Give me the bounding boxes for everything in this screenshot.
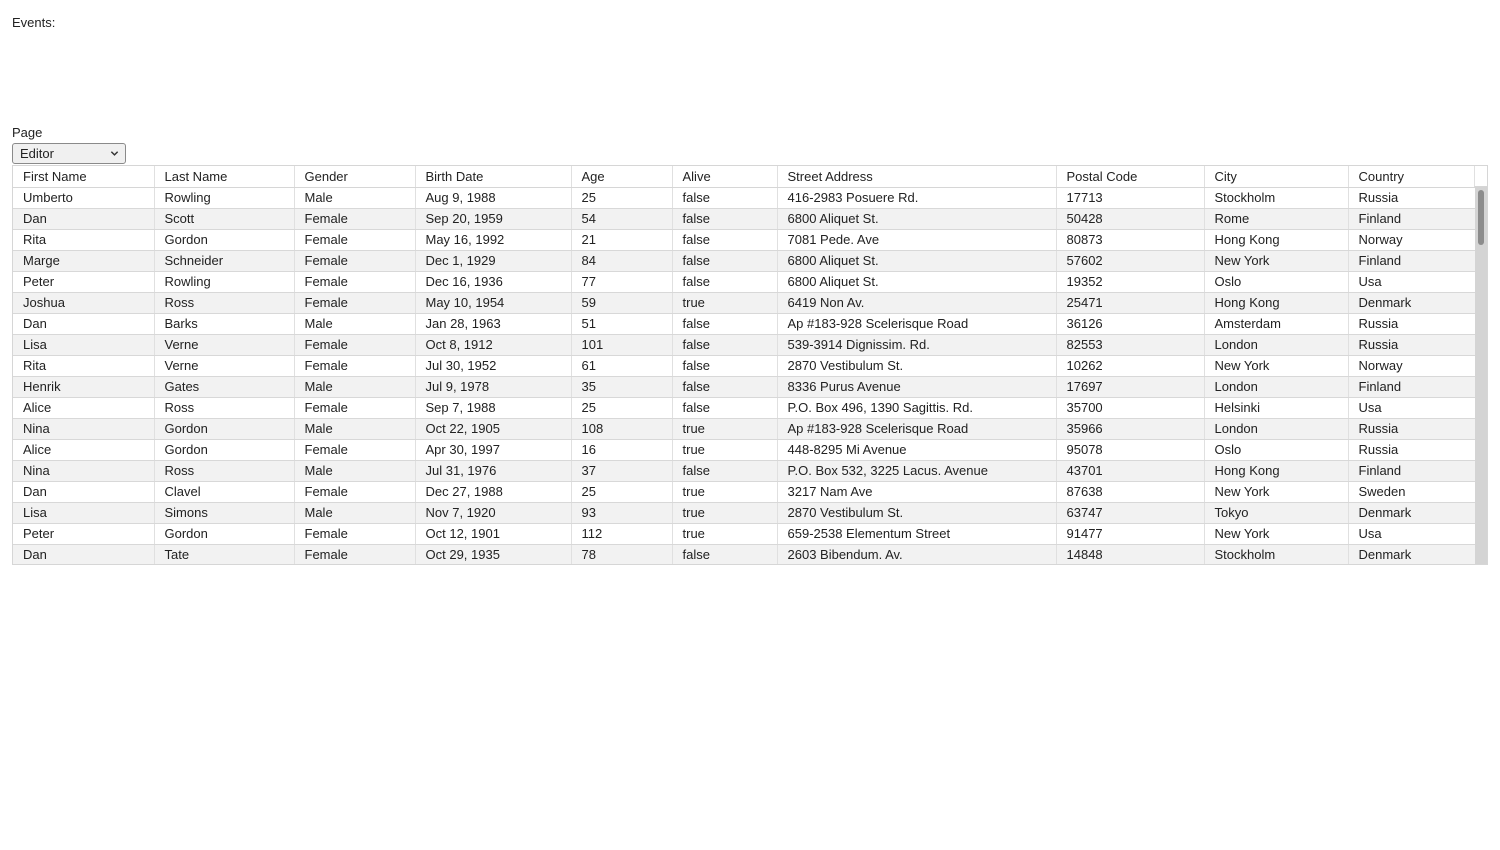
table-cell[interactable]: 80873 [1056,229,1204,250]
column-header[interactable]: Alive [672,166,777,187]
table-cell[interactable]: false [672,208,777,229]
table-cell[interactable]: 539-3914 Dignissim. Rd. [777,334,1056,355]
header-row [13,166,1476,187]
table-cell[interactable]: Ap #183-928 Scelerisque Road [777,418,1056,439]
table-cell[interactable]: Male [294,313,415,334]
table-cell[interactable]: Jul 31, 1976 [415,460,571,481]
table-cell[interactable]: 25471 [1056,292,1204,313]
table-cell[interactable]: Nina [13,418,154,439]
table-cell[interactable]: 416-2983 Posuere Rd. [777,187,1056,208]
table-cell[interactable]: London [1204,334,1348,355]
table-row[interactable] [13,523,1476,544]
table-row[interactable] [13,271,1476,292]
table-cell[interactable]: Verne [154,334,294,355]
table-cell[interactable]: Sep 7, 1988 [415,397,571,418]
table-cell[interactable]: P.O. Box 496, 1390 Sagittis. Rd. [777,397,1056,418]
table-cell[interactable]: Norway [1348,355,1476,376]
table-cell[interactable]: Alice [13,397,154,418]
table-cell[interactable]: Gates [154,376,294,397]
table-cell[interactable]: Male [294,460,415,481]
table-row[interactable] [13,187,1476,208]
table-cell[interactable]: 6800 Aliquet St. [777,208,1056,229]
table-cell[interactable]: Finland [1348,376,1476,397]
table-cell[interactable]: Female [294,292,415,313]
table-cell[interactable]: Finland [1348,460,1476,481]
table-cell[interactable]: 25 [571,187,672,208]
table-row[interactable] [13,418,1476,439]
table-cell[interactable]: 14848 [1056,544,1204,565]
table-cell[interactable]: Russia [1348,313,1476,334]
table-cell[interactable]: Stockholm [1204,544,1348,565]
table-cell[interactable]: Umberto [13,187,154,208]
table-cell[interactable]: Dec 1, 1929 [415,250,571,271]
table-cell[interactable]: Female [294,397,415,418]
table-row[interactable] [13,229,1476,250]
table-cell[interactable]: Dec 16, 1936 [415,271,571,292]
table-cell[interactable]: 21 [571,229,672,250]
table-cell[interactable]: Oslo [1204,439,1348,460]
table-cell[interactable]: Lisa [13,334,154,355]
table-cell[interactable]: Amsterdam [1204,313,1348,334]
table-cell[interactable]: Tokyo [1204,502,1348,523]
table-cell[interactable]: false [672,229,777,250]
header-corner [1474,166,1487,187]
table-cell[interactable]: Peter [13,271,154,292]
table-cell[interactable]: false [672,460,777,481]
table-cell[interactable]: Oct 12, 1901 [415,523,571,544]
table-cell[interactable]: Female [294,544,415,565]
table-cell[interactable]: 108 [571,418,672,439]
table-cell[interactable]: New York [1204,355,1348,376]
table-cell[interactable]: true [672,502,777,523]
table-cell[interactable]: Dan [13,481,154,502]
table-cell[interactable]: 2870 Vestibulum St. [777,502,1056,523]
column-header[interactable]: Last Name [154,166,294,187]
table-cell[interactable]: Simons [154,502,294,523]
table-cell[interactable]: Jan 28, 1963 [415,313,571,334]
table-cell[interactable]: Stockholm [1204,187,1348,208]
table-row[interactable] [13,502,1476,523]
table-cell[interactable]: Female [294,481,415,502]
table-cell[interactable]: Finland [1348,208,1476,229]
table-cell[interactable]: false [672,271,777,292]
table-cell[interactable]: 101 [571,334,672,355]
table-cell[interactable]: 54 [571,208,672,229]
table-cell[interactable]: 37 [571,460,672,481]
table-cell[interactable]: 17713 [1056,187,1204,208]
table-cell[interactable]: Denmark [1348,544,1476,565]
table-cell[interactable]: Russia [1348,334,1476,355]
table-cell[interactable]: Joshua [13,292,154,313]
table-cell[interactable]: Ross [154,460,294,481]
table-cell[interactable]: Female [294,334,415,355]
table-cell[interactable]: Rita [13,229,154,250]
column-header[interactable]: Birth Date [415,166,571,187]
table-cell[interactable]: London [1204,376,1348,397]
column-header[interactable]: First Name [13,166,154,187]
table-cell[interactable]: Male [294,376,415,397]
table-cell[interactable]: Female [294,523,415,544]
chevron-down-icon [110,149,119,158]
table-cell[interactable]: false [672,187,777,208]
table-row[interactable] [13,250,1476,271]
table-cell[interactable]: Female [294,271,415,292]
table-cell[interactable]: 43701 [1056,460,1204,481]
table-cell[interactable]: 7081 Pede. Ave [777,229,1056,250]
table-cell[interactable]: 2870 Vestibulum St. [777,355,1056,376]
table-cell[interactable]: 6800 Aliquet St. [777,271,1056,292]
table-cell[interactable]: Norway [1348,229,1476,250]
table-cell[interactable]: Henrik [13,376,154,397]
table-cell[interactable]: Gordon [154,418,294,439]
table-cell[interactable]: Female [294,355,415,376]
table-cell[interactable]: Usa [1348,271,1476,292]
table-cell[interactable]: Lisa [13,502,154,523]
table-cell[interactable]: Male [294,418,415,439]
table-cell[interactable]: Tate [154,544,294,565]
table-row[interactable] [13,313,1476,334]
table-cell[interactable]: Denmark [1348,292,1476,313]
table-cell[interactable]: 84 [571,250,672,271]
table-row[interactable] [13,334,1476,355]
table-cell[interactable]: true [672,439,777,460]
scrollbar-thumb[interactable] [1478,190,1484,245]
table-cell[interactable]: Dec 27, 1988 [415,481,571,502]
table-cell[interactable]: false [672,313,777,334]
table-cell[interactable]: Male [294,502,415,523]
events-label: Events: [12,15,56,30]
table-cell[interactable]: 659-2538 Elementum Street [777,523,1056,544]
table-cell[interactable]: Female [294,439,415,460]
table-cell[interactable]: P.O. Box 532, 3225 Lacus. Avenue [777,460,1056,481]
table-cell[interactable]: Female [294,229,415,250]
table-cell[interactable]: Oslo [1204,271,1348,292]
table-cell[interactable]: Female [294,250,415,271]
table-cell[interactable]: false [672,355,777,376]
table-cell[interactable]: Ross [154,397,294,418]
table-cell[interactable]: 8336 Purus Avenue [777,376,1056,397]
table-cell[interactable]: 78 [571,544,672,565]
table-cell[interactable]: Male [294,187,415,208]
table-cell[interactable]: 57602 [1056,250,1204,271]
table-cell[interactable]: 50428 [1056,208,1204,229]
table-cell[interactable]: true [672,481,777,502]
page-select-value: Editor [20,146,54,161]
table-cell[interactable]: 6800 Aliquet St. [777,250,1056,271]
table-cell[interactable]: 35700 [1056,397,1204,418]
table-cell[interactable]: Gordon [154,523,294,544]
table-cell[interactable]: Dan [13,544,154,565]
table-cell[interactable]: Russia [1348,187,1476,208]
data-grid[interactable] [12,165,1488,565]
column-header[interactable]: Age [571,166,672,187]
table-cell[interactable]: Schneider [154,250,294,271]
table-cell[interactable]: Hong Kong [1204,460,1348,481]
grid-body [13,187,1476,565]
table-row[interactable] [13,544,1476,565]
table-cell[interactable]: Rita [13,355,154,376]
table-cell[interactable]: 95078 [1056,439,1204,460]
table-cell[interactable]: true [672,523,777,544]
column-header[interactable]: Postal Code [1056,166,1204,187]
table-cell[interactable]: true [672,418,777,439]
table-cell[interactable]: Russia [1348,439,1476,460]
table-row[interactable] [13,376,1476,397]
table-cell[interactable]: Scott [154,208,294,229]
vertical-scrollbar[interactable] [1475,187,1487,564]
table-cell[interactable]: Hong Kong [1204,229,1348,250]
table-cell[interactable]: false [672,544,777,565]
table-row[interactable] [13,481,1476,502]
table-cell[interactable]: 63747 [1056,502,1204,523]
table-cell[interactable]: 91477 [1056,523,1204,544]
table-row[interactable] [13,439,1476,460]
table-cell[interactable]: New York [1204,250,1348,271]
table-cell[interactable]: 35966 [1056,418,1204,439]
table-cell[interactable]: Usa [1348,397,1476,418]
table-cell[interactable]: Clavel [154,481,294,502]
table-cell[interactable]: false [672,397,777,418]
table-cell[interactable]: Female [294,208,415,229]
table-cell[interactable]: Oct 22, 1905 [415,418,571,439]
column-header[interactable]: Gender [294,166,415,187]
table-cell[interactable]: 6419 Non Av. [777,292,1056,313]
column-header[interactable]: City [1204,166,1348,187]
table-cell[interactable]: 448-8295 Mi Avenue [777,439,1056,460]
column-header[interactable]: Country [1348,166,1476,187]
table-cell[interactable]: 25 [571,481,672,502]
table-cell[interactable]: Russia [1348,418,1476,439]
table-cell[interactable]: 17697 [1056,376,1204,397]
table-cell[interactable]: New York [1204,481,1348,502]
table-cell[interactable]: Helsinki [1204,397,1348,418]
table-cell[interactable]: New York [1204,523,1348,544]
table-cell[interactable]: Marge [13,250,154,271]
table-cell[interactable]: London [1204,418,1348,439]
table-cell[interactable]: 16 [571,439,672,460]
table-cell[interactable]: Jul 9, 1978 [415,376,571,397]
table-row[interactable] [13,397,1476,418]
table-cell[interactable]: 36126 [1056,313,1204,334]
table-cell[interactable]: 25 [571,397,672,418]
table-cell[interactable]: May 10, 1954 [415,292,571,313]
table-cell[interactable]: Sweden [1348,481,1476,502]
table-cell[interactable]: 93 [571,502,672,523]
table-cell[interactable]: Gordon [154,229,294,250]
table-cell[interactable]: Barks [154,313,294,334]
table-cell[interactable]: Ross [154,292,294,313]
table-cell[interactable]: 61 [571,355,672,376]
table-cell[interactable]: Sep 20, 1959 [415,208,571,229]
table-cell[interactable]: Oct 8, 1912 [415,334,571,355]
column-header[interactable]: Street Address [777,166,1056,187]
table-row[interactable] [13,208,1476,229]
table-cell[interactable]: 51 [571,313,672,334]
table-cell[interactable]: Gordon [154,439,294,460]
table-cell[interactable]: Nov 7, 1920 [415,502,571,523]
table-cell[interactable]: Verne [154,355,294,376]
table-cell[interactable]: 77 [571,271,672,292]
table-cell[interactable]: Rowling [154,187,294,208]
table-cell[interactable]: Denmark [1348,502,1476,523]
table-cell[interactable]: 87638 [1056,481,1204,502]
table-cell[interactable]: Peter [13,523,154,544]
table-cell[interactable]: 82553 [1056,334,1204,355]
table-cell[interactable]: 19352 [1056,271,1204,292]
table-cell[interactable]: 59 [571,292,672,313]
page-select[interactable] [12,143,126,164]
table-row[interactable] [13,460,1476,481]
table-cell[interactable]: 10262 [1056,355,1204,376]
grid-table [13,166,1477,565]
table-cell[interactable]: Nina [13,460,154,481]
table-cell[interactable]: false [672,334,777,355]
table-cell[interactable]: Aug 9, 1988 [415,187,571,208]
table-cell[interactable]: 2603 Bibendum. Av. [777,544,1056,565]
table-cell[interactable]: 35 [571,376,672,397]
table-cell[interactable]: Alice [13,439,154,460]
table-cell[interactable]: true [672,292,777,313]
table-cell[interactable]: Hong Kong [1204,292,1348,313]
table-cell[interactable]: Jul 30, 1952 [415,355,571,376]
table-cell[interactable]: Oct 29, 1935 [415,544,571,565]
table-cell[interactable]: May 16, 1992 [415,229,571,250]
table-cell[interactable]: 112 [571,523,672,544]
table-cell[interactable]: Dan [13,208,154,229]
table-cell[interactable]: Usa [1348,523,1476,544]
table-row[interactable] [13,355,1476,376]
table-cell[interactable]: Ap #183-928 Scelerisque Road [777,313,1056,334]
table-cell[interactable]: false [672,376,777,397]
table-cell[interactable]: Finland [1348,250,1476,271]
table-cell[interactable]: Dan [13,313,154,334]
table-cell[interactable]: Apr 30, 1997 [415,439,571,460]
table-row[interactable] [13,292,1476,313]
table-cell[interactable]: Rowling [154,271,294,292]
table-cell[interactable]: Rome [1204,208,1348,229]
page-label: Page [12,125,43,140]
table-cell[interactable]: false [672,250,777,271]
table-cell[interactable]: 3217 Nam Ave [777,481,1056,502]
